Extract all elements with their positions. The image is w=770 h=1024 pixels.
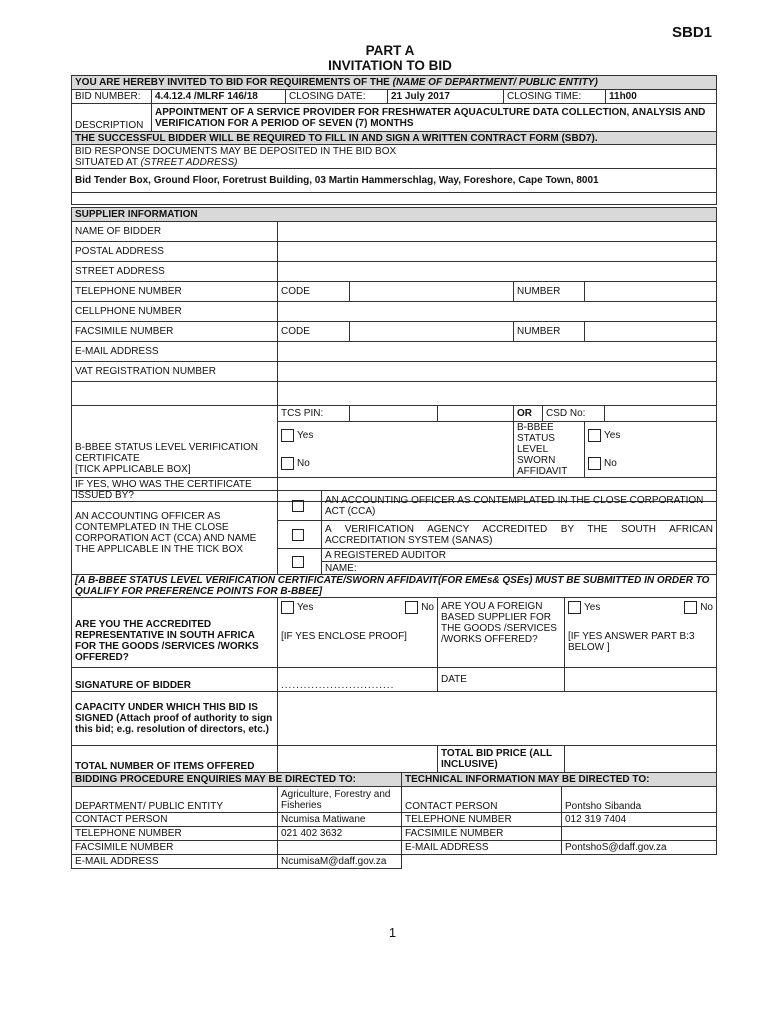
page-number: 1 [388, 925, 397, 940]
accredited-rep-question: ARE YOU THE ACCREDITED REPRESENTATIVE IN SOUTH AFRICA FOR THE GOODS /SERVICES /WORKS OFFERED? [72, 598, 278, 668]
closing-date-label: CLOSING DATE: [286, 90, 388, 104]
bid-box-address: Bid Tender Box, Ground Floor, Foretrust Building, 03 Martin Hammerschlag, Way, Foreshore, Cape Town, 8001 [72, 169, 717, 193]
enclose-proof-note: [IF YES ENCLOSE PROOF] [281, 631, 407, 642]
technical-enquiries-title: TECHNICAL INFORMATION MAY BE DIRECTED TO: [402, 773, 717, 787]
affidavit-no-checkbox[interactable] [588, 457, 601, 470]
foreign-note: [IF YES ANSWER PART B:3 BELOW ] [568, 631, 695, 653]
date-label: DATE [438, 668, 565, 692]
cert-yes-checkbox[interactable] [281, 429, 294, 442]
supplier-section-title: SUPPLIER INFORMATION [72, 208, 717, 222]
form-title: INVITATION TO BID [328, 58, 452, 73]
accounting-officer-label: AN ACCOUNTING OFFICER AS CONTEMPLATED IN THE CLOSE CORPORATION ACT (CCA) AND NAME THE APPLICABLE IN THE TICK BOX [72, 491, 278, 575]
blank-field [278, 382, 717, 406]
tel-value: 021 402 3632 [278, 827, 402, 841]
affidavit-no-option[interactable]: No [585, 450, 717, 478]
cert-no-option[interactable]: No [278, 450, 514, 478]
email-value[interactable]: NcumisaM@daff.gov.za [278, 855, 402, 869]
bid-number-label: BID NUMBER: [72, 90, 152, 104]
email-label: E-MAIL ADDRESS [72, 342, 278, 362]
opt3-box-cell[interactable] [278, 549, 322, 575]
csd-field[interactable] [605, 406, 717, 422]
accredited-rep-options[interactable]: Yes No [IF YES ENCLOSE PROOF] [278, 598, 438, 668]
opt2-checkbox[interactable] [292, 529, 304, 541]
telephone-code-field[interactable] [350, 282, 514, 302]
telephone-number-label: NUMBER [514, 282, 585, 302]
tcs-pin-label: TCS PIN: [278, 406, 350, 422]
vat-field[interactable] [278, 362, 717, 382]
tech-tel-value: 012 319 7404 [562, 813, 717, 827]
foreign-no-checkbox[interactable] [684, 601, 697, 614]
or-label: OR [514, 406, 543, 422]
description-value: APPOINTMENT OF A SERVICE PROVIDER FOR FRESHWATER AQUACULTURE DATA COLLECTION, ANALYSIS AND VERIFICATION FOR A PERIOD OF SEVEN (7) MONTHS [152, 104, 717, 132]
description-label: DESCRIPTION [72, 104, 152, 132]
cert-yes-option[interactable]: Yes [278, 422, 514, 450]
auditor-name-label[interactable]: NAME: [322, 562, 717, 575]
facsimile-label: FACSIMILE NUMBER [72, 322, 278, 342]
dept-label: DEPARTMENT/ PUBLIC ENTITY [72, 787, 278, 813]
cellphone-label: CELLPHONE NUMBER [72, 302, 278, 322]
foreign-supplier-question: ARE YOU A FOREIGN BASED SUPPLIER FOR THE GOODS /SERVICES /WORKS OFFERED? [438, 598, 565, 668]
telephone-number-field[interactable] [585, 282, 717, 302]
total-items-field[interactable] [278, 746, 438, 773]
email-label-2: E-MAIL ADDRESS [72, 855, 278, 869]
bbbee-cert-label: B-BBEE STATUS LEVEL VERIFICATION CERTIFICATE [TICK APPLICABLE BOX] [72, 406, 278, 478]
opt2-label: A VERIFICATION AGENCY ACCREDITED BY THE SOUTH AFRICAN ACCREDITATION SYSTEM (SANAS) [322, 521, 717, 549]
bid-details-table [71, 75, 717, 205]
capacity-label: CAPACITY UNDER WHICH THIS BID IS SIGNED (Attach proof of authority to sign this bid; e.g. resolution of directors, etc.) [72, 692, 278, 746]
contact-label: CONTACT PERSON [72, 813, 278, 827]
form-heading [0, 43, 770, 73]
tcs-pin-field[interactable] [350, 406, 438, 422]
fax-value [278, 841, 402, 855]
name-of-bidder-label: NAME OF BIDDER [72, 222, 278, 242]
rep-yes-checkbox[interactable] [281, 601, 294, 614]
procedure-enquiries-title: BIDDING PROCEDURE ENQUIRIES MAY BE DIRECTED TO: [72, 773, 402, 787]
opt1-label: AN ACCOUNTING OFFICER AS CONTEMPLATED IN THE CLOSE CORPORATION ACT (CCA) [322, 491, 717, 521]
empty-cell [402, 855, 717, 869]
tech-email-label: E-MAIL ADDRESS [402, 841, 562, 855]
facsimile-code-label: CODE [278, 322, 350, 342]
part-label: PART A [365, 43, 415, 58]
postal-address-field[interactable] [278, 242, 717, 262]
tech-fax-value [562, 827, 717, 841]
opt3-checkbox[interactable] [292, 556, 304, 568]
opt3-label: A REGISTERED AUDITOR [322, 549, 717, 562]
tech-contact-value: Pontsho Sibanda [562, 787, 717, 813]
foreign-supplier-options[interactable]: Yes No [IF YES ANSWER PART B:3 BELOW ] [565, 598, 717, 668]
facsimile-number-field[interactable] [585, 322, 717, 342]
deposit-info: BID RESPONSE DOCUMENTS MAY BE DEPOSITED IN THE BID BOX SITUATED AT (STREET ADDRESS) [72, 145, 717, 169]
closing-date-value[interactable]: 21 July 2017 [388, 90, 504, 104]
closing-time-value[interactable]: 11h00 [606, 90, 717, 104]
tech-tel-label: TELEPHONE NUMBER [402, 813, 562, 827]
tel-label: TELEPHONE NUMBER [72, 827, 278, 841]
csd-label: CSD No: [543, 406, 605, 422]
total-items-label: TOTAL NUMBER OF ITEMS OFFERED [72, 746, 278, 773]
vat-label: VAT REGISTRATION NUMBER [72, 362, 278, 382]
email-field[interactable] [278, 342, 717, 362]
blank-label [72, 382, 278, 406]
total-price-label: TOTAL BID PRICE (ALL INCLUSIVE) [438, 746, 565, 773]
dept-value: Agriculture, Forestry and Fisheries [278, 787, 402, 813]
rep-no-checkbox[interactable] [405, 601, 418, 614]
cellphone-field[interactable] [278, 302, 717, 322]
capacity-field[interactable] [278, 692, 717, 746]
bid-number-value[interactable]: 4.4.12.4 /MLRF 146/18 [152, 90, 286, 104]
affidavit-yes-checkbox[interactable] [588, 429, 601, 442]
date-field[interactable] [565, 668, 717, 692]
facsimile-code-field[interactable] [350, 322, 514, 342]
tcs-pin-field-2[interactable] [438, 406, 514, 422]
bbbee-notice: [A B-BBEE STATUS LEVEL VERIFICATION CERTIFICATE/SWORN AFFIDAVIT(FOR EMEs& QSEs) MUST BE SUBMITTED IN ORDER TO QUALIFY FOR PREFERENCE POINTS FOR B-BBEE] [72, 575, 717, 598]
fax-label: FACSIMILE NUMBER [72, 841, 278, 855]
opt1-box-cell[interactable] [278, 491, 322, 521]
facsimile-number-label: NUMBER [514, 322, 585, 342]
representative-table [71, 597, 717, 773]
telephone-label: TELEPHONE NUMBER [72, 282, 278, 302]
tech-contact-label: CONTACT PERSON [402, 787, 562, 813]
total-price-field[interactable] [565, 746, 717, 773]
contact-value: Ncumisa Matiwane [278, 813, 402, 827]
enquiries-table [71, 772, 717, 869]
postal-address-label: POSTAL ADDRESS [72, 242, 278, 262]
affidavit-yes-option[interactable]: Yes [585, 422, 717, 450]
street-address-field[interactable] [278, 262, 717, 282]
issuer-table [71, 490, 717, 598]
supplier-table [71, 207, 717, 502]
tech-email-value[interactable]: PontshoS@daff.gov.za [562, 841, 717, 855]
name-of-bidder-field[interactable] [278, 222, 717, 242]
closing-time-label: CLOSING TIME: [504, 90, 606, 104]
signature-field[interactable]: .............................. [278, 668, 438, 692]
foreign-yes-checkbox[interactable] [568, 601, 581, 614]
sworn-affidavit-label: B-BBEE STATUS LEVEL SWORN AFFIDAVIT [514, 422, 585, 478]
invite-row: YOU ARE HEREBY INVITED TO BID FOR REQUIREMENTS OF THE (NAME OF DEPARTMENT/ PUBLIC ENTITY) [72, 76, 717, 90]
signature-label: SIGNATURE OF BIDDER [72, 668, 278, 692]
tech-fax-label: FACSIMILE NUMBER [402, 827, 562, 841]
opt1-checkbox[interactable] [292, 500, 304, 512]
cert-no-checkbox[interactable] [281, 457, 294, 470]
opt2-box-cell[interactable] [278, 521, 322, 549]
spacer-row [72, 193, 717, 205]
sbd7-notice: THE SUCCESSFUL BIDDER WILL BE REQUIRED TO FILL IN AND SIGN A WRITTEN CONTRACT FORM (SBD7). [72, 132, 717, 145]
who-issued-label: IF YES, WHO WAS THE CERTIFICATE ISSUED BY? [72, 478, 278, 502]
street-address-label: STREET ADDRESS [72, 262, 278, 282]
form-code: SBD1 [672, 24, 713, 41]
telephone-code-label: CODE [278, 282, 350, 302]
